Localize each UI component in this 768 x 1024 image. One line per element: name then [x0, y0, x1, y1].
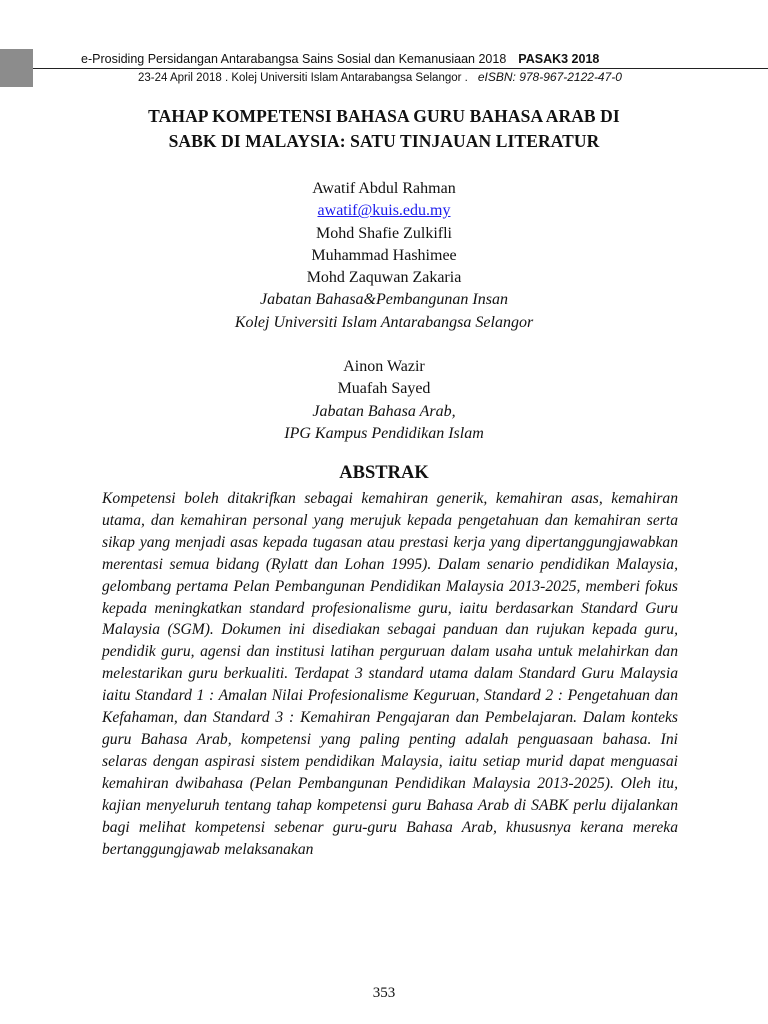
abstract-body: Kompetensi boleh ditakrifkan sebagai kemahiran generik, kemahiran asas, kemahiran utama, dan kemahiran personal yang merujuk kepada pengetahuan dan kemahiran serta sikap yang menjadi asas kepada tugasan atau prestasi kerja yang dipertanggungjawabkan merentasi semua bidang (Rylatt dan Lohan 1995). Dalam senario pendidikan Malaysia, gelombang pertama Pelan Pembangunan Pendidikan Malaysia 2013-2025, memberi fokus kepada meningkatkan standard profesionalisme guru, iaitu berdasarkan Standard Guru Malaysia (SGM). Dokumen ini disediakan sebagai panduan dan rujukan kepada guru, pendidik guru, agensi dan institusi latihan perguruan dalam usaha untuk melahirkan dan melestarikan guru berkualiti. Terdapat 3 standard utama dalam Standard Guru Malaysia iaitu Standard 1 : Amalan Nilai Profesionalisme Keguruan, Standard 2 : Pengetahuan dan Kefahaman, dan Standard 3 : Kemahiran Pengajaran dan Pembelajaran. Dalam konteks guru Bahasa Arab, kompetensi yang paling penting adalah penguasaan bahasa. Ini selaras dengan aspirasi sistem pendidikan Malaysia, iaitu setiap murid dapat menguasai kemahiran dwibahasa (Pelan Pembangunan Pendidikan Malaysia 2013-2025). Oleh itu, kajian menyeluruh tentang tahap kompetensi guru Bahasa Arab di SABK perlu dijalankan bagi melihat kompetensi sebenar guru-guru Bahasa Arab, khususnya kerana mereka bertanggungjawab melaksanakan [102, 490, 678, 858]
proceedings-title: e-Prosiding Persidangan Antarabangsa Sains Sosial dan Kemanusiaan 2018 [81, 52, 507, 66]
author-name: Muafah Sayed [337, 380, 431, 398]
running-subheader [138, 70, 732, 84]
author-institution: Kolej Universiti Islam Antarabangsa Selangor [234, 313, 534, 331]
author-name: Mohd Shafie Zulkifli [316, 224, 452, 242]
author-department: Jabatan Bahasa&Pembangunan Insan [260, 291, 508, 309]
paper-title [70, 104, 698, 154]
isbn-text: eISBN: 978-967-2122-47-0 [477, 70, 622, 84]
title-line-1: TAHAP KOMPETENSI BAHASA GURU BAHASA ARAB DI [148, 106, 620, 126]
page-number: 353 [372, 985, 396, 1001]
author-name: Ainon Wazir [343, 358, 425, 376]
running-header [81, 52, 731, 66]
header-marker-block [0, 49, 33, 87]
conference-venue: 23-24 April 2018 . Kolej Universiti Islam Antarabangsa Selangor . [138, 72, 468, 84]
author-name: Mohd Zaquwan Zakaria [306, 269, 462, 287]
author-email-link[interactable]: awatif@kuis.edu.my [317, 202, 451, 220]
author-name: Awatif Abdul Rahman [312, 180, 456, 197]
author-block [134, 178, 634, 445]
title-line-2: SABK DI MALAYSIA: SATU TINJAUAN LITERATUR [168, 131, 600, 151]
author-name: Muhammad Hashimee [311, 246, 457, 264]
author-department: Jabatan Bahasa Arab, [312, 402, 456, 420]
author-institution: IPG Kampus Pendidikan Islam [284, 424, 484, 442]
abstract-heading: ABSTRAK [339, 463, 429, 483]
header-divider [33, 68, 768, 69]
conference-series: PASAK3 2018 [518, 52, 600, 66]
